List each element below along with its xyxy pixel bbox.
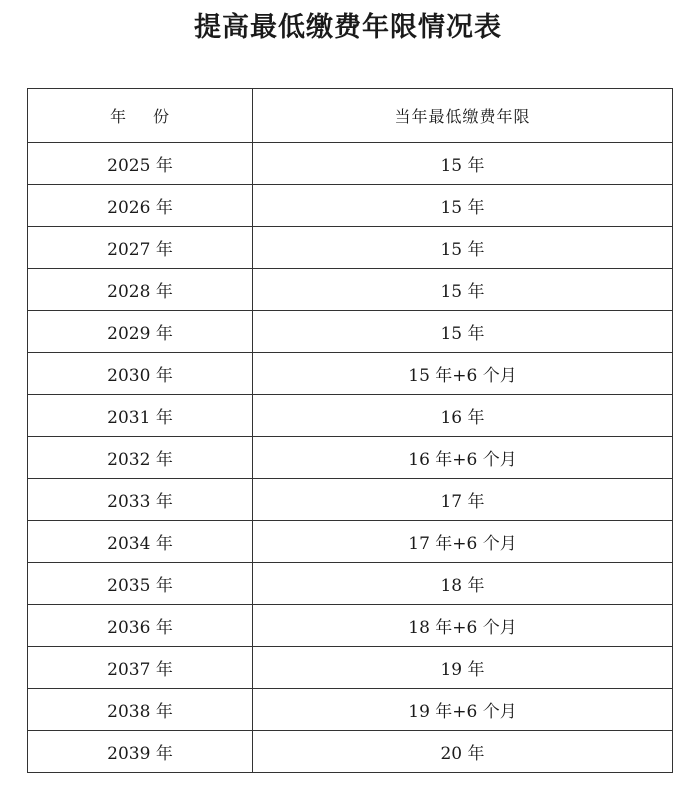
table-row [28,521,673,563]
table-row [28,689,673,731]
year-cell: 2033 年 [28,479,253,521]
year-cell: 2030 年 [28,353,253,395]
min-years-cell: 15 年 [253,227,673,269]
year-cell: 2037 年 [28,647,253,689]
year-cell: 2026 年 [28,185,253,227]
table-body [28,143,673,773]
table-row [28,437,673,479]
year-cell: 2029 年 [28,311,253,353]
min-years-cell: 19 年 [253,647,673,689]
table-row [28,143,673,185]
table-row [28,479,673,521]
min-years-cell: 15 年 [253,185,673,227]
min-years-cell: 19 年+6 个月 [253,689,673,731]
table-row [28,269,673,311]
min-contribution-table [27,88,673,773]
table-row [28,395,673,437]
min-years-cell: 15 年+6 个月 [253,353,673,395]
year-cell: 2032 年 [28,437,253,479]
min-years-cell: 15 年 [253,269,673,311]
table-row [28,731,673,773]
min-years-cell: 15 年 [253,143,673,185]
table-row [28,311,673,353]
min-years-cell: 17 年+6 个月 [253,521,673,563]
min-years-cell: 18 年+6 个月 [253,605,673,647]
table-row [28,563,673,605]
year-cell: 2036 年 [28,605,253,647]
year-cell: 2027 年 [28,227,253,269]
year-cell: 2034 年 [28,521,253,563]
year-cell: 2031 年 [28,395,253,437]
page-title: 提高最低缴费年限情况表 [194,12,502,43]
min-years-cell: 16 年+6 个月 [253,437,673,479]
year-cell: 2038 年 [28,689,253,731]
table-row [28,185,673,227]
table-row [28,227,673,269]
min-years-cell: 18 年 [253,563,673,605]
header-row [28,89,673,143]
year-cell: 2039 年 [28,731,253,773]
min-years-cell: 17 年 [253,479,673,521]
min-years-cell: 16 年 [253,395,673,437]
table-header [28,89,673,143]
year-cell: 2035 年 [28,563,253,605]
header-year: 年 份 [28,89,253,143]
table-row [28,647,673,689]
min-years-cell: 20 年 [253,731,673,773]
table-row [28,605,673,647]
min-years-cell: 15 年 [253,311,673,353]
year-cell: 2025 年 [28,143,253,185]
table-row [28,353,673,395]
year-cell: 2028 年 [28,269,253,311]
header-min-years: 当年最低缴费年限 [253,89,673,143]
